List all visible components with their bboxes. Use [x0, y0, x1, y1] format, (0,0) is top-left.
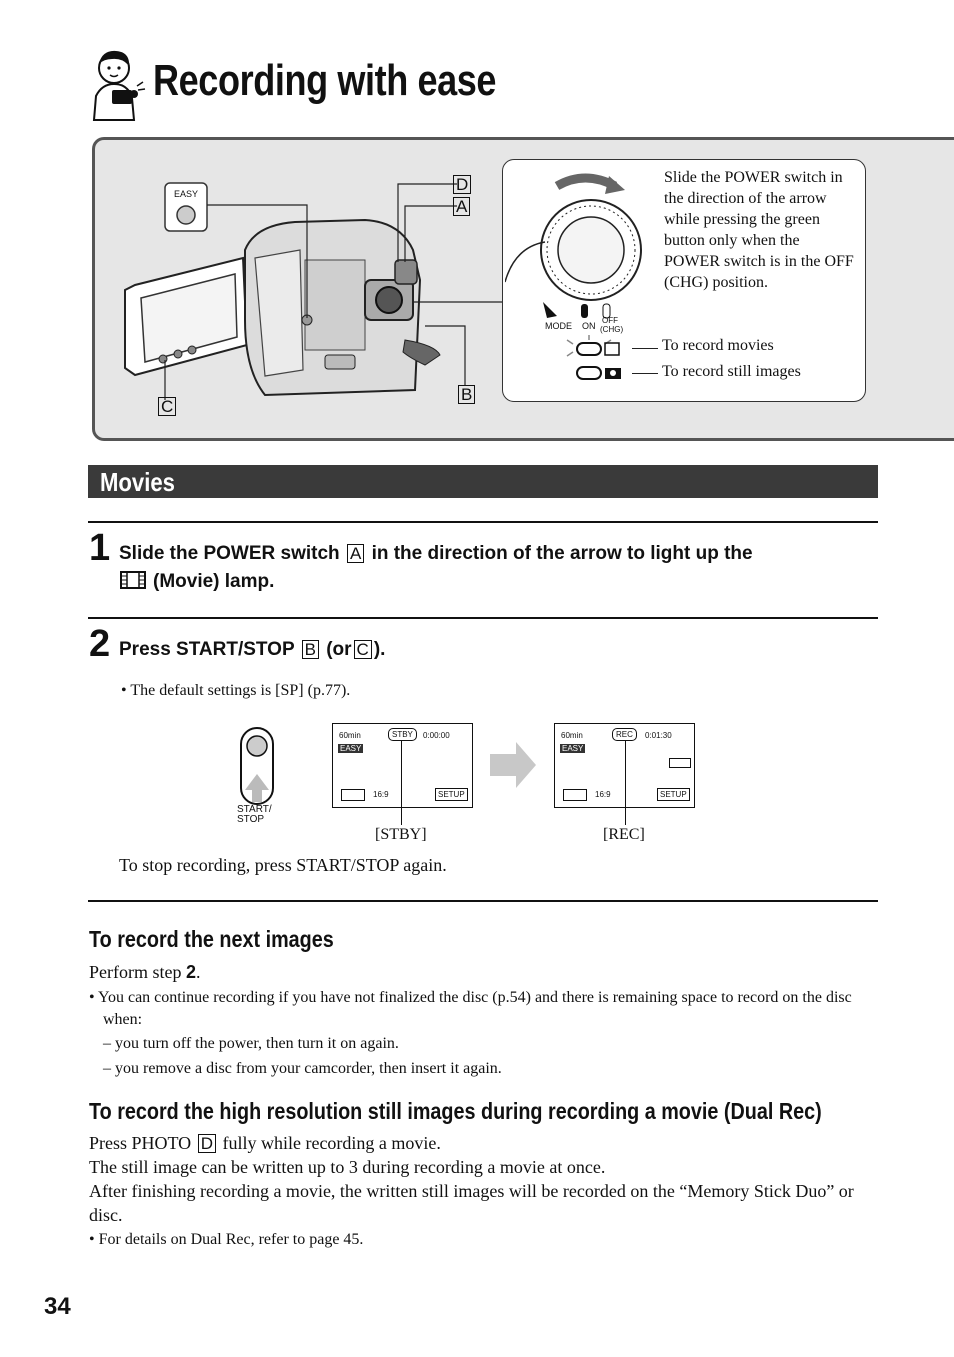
step-2-text: [119, 636, 385, 664]
caption-stby: [STBY]: [375, 826, 427, 843]
stop-recording-text: To stop recording, press START/STOP again.: [119, 855, 447, 875]
bullet-dual-rec: • For details on Dual Rec, refer to page 45.: [89, 1231, 364, 1248]
lcd-stby-mode: STBY: [388, 728, 417, 741]
bullet-continue-text: You can continue recording if you have not finalized the disc (p.54) and there is remaining space to record on the disc when:: [98, 989, 852, 1028]
step-2-box-b: B: [302, 640, 319, 659]
lcd-rec-ratio: 16:9: [595, 790, 611, 799]
section-title-movies: Movies: [100, 467, 175, 497]
label-c: C: [158, 397, 176, 416]
chg-label: (CHG): [600, 325, 624, 334]
bullet-dual-rec-text: For details on Dual Rec, refer to page 45.: [98, 1231, 364, 1248]
power-switch-instructions: Slide the POWER switch in the direction of the arrow while pressing the green button only when the POWER switch is in the OFF (CHG) position.: [664, 169, 854, 291]
stby-leader: [401, 740, 402, 825]
movie-lamp-icon: [119, 570, 147, 590]
page-title: Recording with ease: [153, 56, 497, 105]
lcd-stby-easy: EASY: [340, 744, 362, 753]
caption-rec: [REC]: [603, 826, 645, 843]
step-2-text-c: ).: [373, 639, 386, 660]
step-2-text-b: (or: [326, 639, 352, 660]
label-b: B: [458, 385, 475, 404]
lcd-screen-stby: [332, 723, 473, 808]
step-1-text-b: in the direction of the arrow to light up the: [371, 543, 753, 564]
easy-button-label: EASY: [174, 189, 199, 199]
label-d: D: [453, 175, 471, 194]
record-still-label: To record still images: [662, 363, 801, 380]
step-1-text-c: (Movie) lamp.: [153, 571, 275, 592]
lcd-stby-time: 0:00:00: [423, 731, 450, 740]
rule-step2: [88, 617, 878, 619]
step-2-text-a: Press START/STOP: [119, 639, 295, 660]
lcd-stby-setup: SETUP: [435, 788, 468, 801]
start-stop-button-icon: [238, 726, 278, 806]
section-bar: [88, 465, 878, 498]
power-switch-dial-icon: [505, 162, 655, 392]
perform-step-text: [89, 960, 201, 984]
step-2-box-c: C: [354, 640, 372, 659]
start-stop-label: START/ STOP: [237, 804, 272, 825]
step-1-text: [119, 540, 879, 596]
leader-movies: [632, 348, 658, 349]
dual-rec-line-2: The still image can be written up to 3 during recording a movie at once.: [89, 1157, 606, 1177]
lcd-rec-mode: REC: [612, 728, 637, 741]
bullet-continue: • You can continue recording if you have not finalized the disc (p.54) and there is remaining space to record on the disc when:: [89, 989, 852, 1028]
lcd-rec-easy: EASY: [562, 744, 584, 753]
label-a: A: [453, 197, 470, 216]
lcd-rec-setup: SETUP: [657, 788, 690, 801]
page-number: 34: [44, 1293, 71, 1320]
dual-rec-line-3: After finishing recording a movie, the written still images will be recorded on the “Memory Stick Duo” or disc.: [89, 1181, 854, 1225]
bullet-default-settings: • The default settings is [SP] (p.77).: [121, 682, 351, 699]
camcorder-illustration: [95, 140, 505, 432]
step-1-text-a: Slide the POWER switch: [119, 543, 340, 564]
lcd-stby-play: [341, 789, 365, 801]
lcd-stby-battery: 60min: [339, 731, 361, 740]
dash-item-2-text: you remove a disc from your camcorder, then insert it again.: [115, 1060, 502, 1077]
lcd-rec-play: [563, 789, 587, 801]
dash-item-2: – you remove a disc from your camcorder, then insert it again.: [103, 1060, 502, 1077]
dual-rec-box-d: D: [198, 1134, 216, 1153]
step-1-box-a: A: [347, 544, 364, 563]
bullet-default-text: The default settings is [SP] (p.77).: [130, 682, 351, 699]
lcd-rec-indicator: [669, 758, 691, 768]
rec-leader: [625, 740, 626, 825]
perform-text-c: .: [196, 962, 201, 982]
leader-still: [632, 373, 658, 374]
rule-step1: [88, 521, 878, 523]
mode-label: MODE: [545, 321, 572, 331]
dual-rec-line-1b: fully while recording a movie.: [222, 1133, 441, 1153]
step-2-number: 2: [89, 623, 111, 665]
lcd-rec-time: 0:01:30: [645, 731, 672, 740]
heading-dual-rec: To record the high resolution still images during recording a movie (Dual Rec): [89, 1098, 822, 1124]
person-with-camera-icon: [88, 46, 148, 122]
heading-next-images: To record the next images: [89, 926, 334, 952]
step-1-number: 1: [89, 527, 111, 569]
perform-step-ref: 2: [185, 962, 196, 982]
dash-item-1: – you turn off the power, then turn it on again.: [103, 1035, 399, 1052]
dual-rec-line-1a: Press PHOTO: [89, 1133, 192, 1153]
record-movies-label: To record movies: [662, 337, 774, 354]
rule-next: [88, 900, 878, 902]
lcd-stby-ratio: 16:9: [373, 790, 389, 799]
lcd-rec-battery: 60min: [561, 731, 583, 740]
off-label: OFF: [602, 316, 618, 325]
dash-item-1-text: you turn off the power, then turn it on again.: [115, 1035, 399, 1052]
perform-text-a: Perform step: [89, 962, 186, 982]
dual-rec-line-1: [89, 1131, 441, 1155]
arrow-right-icon: [488, 740, 538, 790]
on-label: ON: [582, 321, 596, 331]
